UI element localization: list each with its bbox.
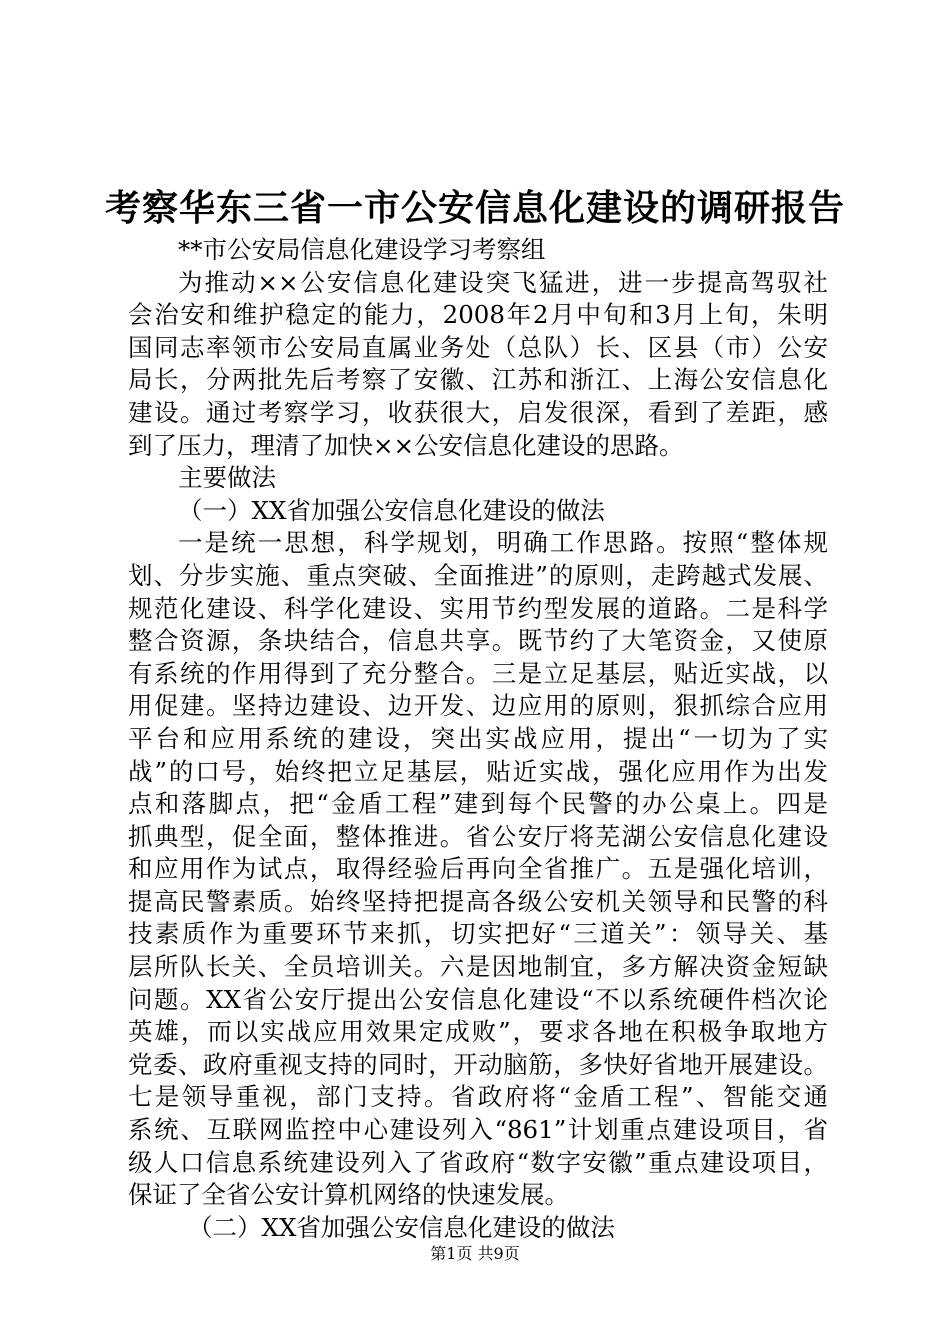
text-line: 平台和应用系统的建设，突出实战应用，提出“一切为了实 xyxy=(128,723,828,753)
text-line: 抓典型，促全面，整体推进。省公安厅将芜湖公安信息化建设 xyxy=(128,821,828,851)
text-line: 整合资源，条块结合，信息共享。既节约了大笔资金，又使原 xyxy=(128,626,828,656)
text-line: 国同志率领市公安局直属业务处（总队）长、区县（市）公安 xyxy=(128,332,828,362)
text-line: 级人口信息系统建设列入了省政府“数字安徽”重点建设项目， xyxy=(128,1147,828,1177)
text-line: 划、分步实施、重点突破、全面推进”的原则，走跨越式发展、 xyxy=(128,560,828,590)
text-line: 会治安和维护稳定的能力，2008年2月中旬和3月上旬，朱明 xyxy=(128,300,828,330)
text-line: 和应用作为试点，取得经验后再向全省推广。五是强化培训， xyxy=(128,854,828,884)
text-line: 提高民警素质。始终坚持把提高各级公安机关领导和民警的科 xyxy=(128,886,828,916)
page-footer: 第1页 共9页 xyxy=(430,1244,520,1263)
text-line: 有系统的作用得到了充分整合。三是立足基层，贴近实战，以 xyxy=(128,658,828,688)
document-title: 考察华东三省一市公安信息化建设的调研报告 xyxy=(104,187,845,229)
subsection-heading-2: （二）XX省加强公安信息化建设的做法 xyxy=(188,1212,615,1242)
text-line: 层所队长关、全员培训关。六是因地制宜，多方解决资金短缺 xyxy=(128,952,828,982)
text-line: 建设。通过考察学习，收获很大，启发很深，看到了差距，感 xyxy=(128,397,828,427)
text-line: 保证了全省公安计算机网络的快速发展。 xyxy=(128,1180,569,1210)
text-line: 系统、互联网监控中心建设列入“861”计划重点建设项目，省 xyxy=(128,1115,828,1145)
text-line: 点和落脚点，把“金盾工程”建到每个民警的办公桌上。四是 xyxy=(128,789,828,819)
document-body xyxy=(128,234,828,1244)
text-line: 局长，分两批先后考察了安徽、江苏和浙江、上海公安信息化 xyxy=(128,365,828,395)
body-paragraph xyxy=(128,527,828,1211)
author-line: **市公安局信息化建设学习考察组 xyxy=(178,235,546,264)
text-line: 技素质作为重要环节来抓，切实把好“三道关”：领导关、基 xyxy=(128,919,828,949)
text-line: 到了压力，理清了加快××公安信息化建设的思路。 xyxy=(128,430,684,460)
text-line: 战”的口号，始终把立足基层，贴近实战，强化应用作为出发 xyxy=(128,756,828,786)
text-line: 英雄，而以实战应用效果定成败”，要求各地在积极争取地方 xyxy=(128,1017,828,1047)
text-line: 用促建。坚持边建设、边开发、边应用的原则，狠抓综合应用 xyxy=(128,691,828,721)
text-line: 七是领导重视，部门支持。省政府将“金盾工程”、智能交通 xyxy=(128,1082,828,1112)
text-line: 党委、政府重视支持的同时，开动脑筋，多快好省地开展建设。 xyxy=(128,1049,828,1079)
text-line: 问题。XX省公安厅提出公安信息化建设“不以系统硬件档次论 xyxy=(128,984,828,1014)
subsection-heading-1: （一）XX省加强公安信息化建设的做法 xyxy=(178,495,605,525)
text-line: 规范化建设、科学化建设、实用节约型发展的道路。二是科学 xyxy=(128,593,828,623)
section-heading: 主要做法 xyxy=(178,463,276,493)
text-line: 一是统一思想，科学规划，明确工作思路。按照“整体规 xyxy=(178,528,828,558)
intro-paragraph xyxy=(128,267,828,463)
text-line: 为推动××公安信息化建设突飞猛进，进一步提高驾驭社 xyxy=(178,267,828,297)
